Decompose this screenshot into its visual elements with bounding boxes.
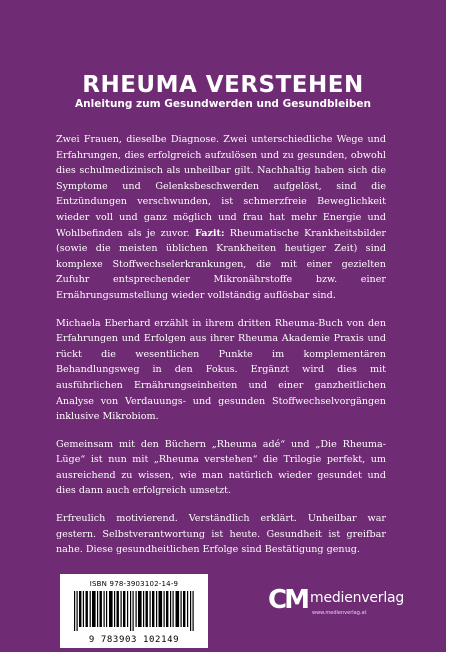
blurb-paragraph-4: Erfreulich motivierend. Verständlich erklärt. Unheilbar war gestern. Selbstverantwortung ist heute. Gesundheit ist greifbar nahe. Diese gesundheitlichen Erfolge sind Bestätigung genug. bbox=[56, 513, 386, 556]
blurb-paragraph-2: Michaela Eberhard erzählt in ihrem dritten Rheuma-Buch von den Erfahrungen und Erfolgen aus ihrer Rheuma Akademie Praxis und rückt die wesentlichen Punkte im komplementären Behandlungsweg in den Fokus. Ergänzt wird dies mit ausführlichen Ernährungseinheiten und einer ganzheitlichen Analyse von Verdauungs- und gesunden Stoffwechselvorgängen inklusive Mikrobiom. bbox=[56, 317, 386, 423]
blurb bbox=[56, 132, 386, 570]
publisher-logo bbox=[268, 584, 405, 624]
publisher-name: medienverlag bbox=[310, 590, 405, 606]
barcode-box bbox=[60, 574, 208, 648]
blurb-paragraph-1 bbox=[56, 132, 386, 304]
barcode-icon bbox=[72, 591, 196, 631]
blurb-p1-bold: Fazit: bbox=[194, 227, 225, 239]
cm-logo-letters: CM bbox=[268, 585, 307, 614]
blurb-p1-text-2: Rheumatische Krankheitsbilder (sowie die meisten üblichen Krankheiten heutiger Zeit) sind komplexe Stoffwechselerkrankungen, die mit einer gezielten Zufuhr entsprechender Mikronährstoffe bzw. einer Ernährungsumstellung wieder vollständig auflösbar sind. bbox=[56, 227, 386, 301]
book-title: RHEUMA VERSTEHEN bbox=[82, 72, 364, 98]
blurb-paragraph-3: Gemeinsam mit den Büchern „Rheuma adé“ und „Die Rheuma-Lüge“ ist nun mit „Rheuma verstehen“ die Trilogie perfekt, um ausreichend zu wissen, wie man natürlich wieder gesundet und dies dann auch erfolgreich umsetzt. bbox=[56, 438, 386, 497]
blurb-p1-text: Zwei Frauen, dieselbe Diagnose. Zwei unterschiedliche Wege und Erfahrungen, dies erfolgreich aufzulösen und zu gesunden, obwohl dies schulmedizinisch als unheilbar gilt. Nachhaltig haben sich die Symptome und Gelenksbeschwerden aufgelöst, sind die Entzündungen verschwunden, ist schmerzfreie Beweglichkeit wieder voll und ganz möglich und frau hat mehr Energie und Wohlbefinden als je zuvor. bbox=[56, 134, 386, 239]
barcode-digits: 9 783903 102149 bbox=[88, 635, 180, 645]
isbn-label: ISBN 978-3903102-14-9 bbox=[89, 580, 179, 588]
cm-logo-icon bbox=[268, 584, 310, 614]
publisher-url: www.medienverlag.at bbox=[312, 610, 367, 616]
book-subtitle: Anleitung zum Gesundwerden und Gesundbleiben bbox=[75, 98, 371, 110]
